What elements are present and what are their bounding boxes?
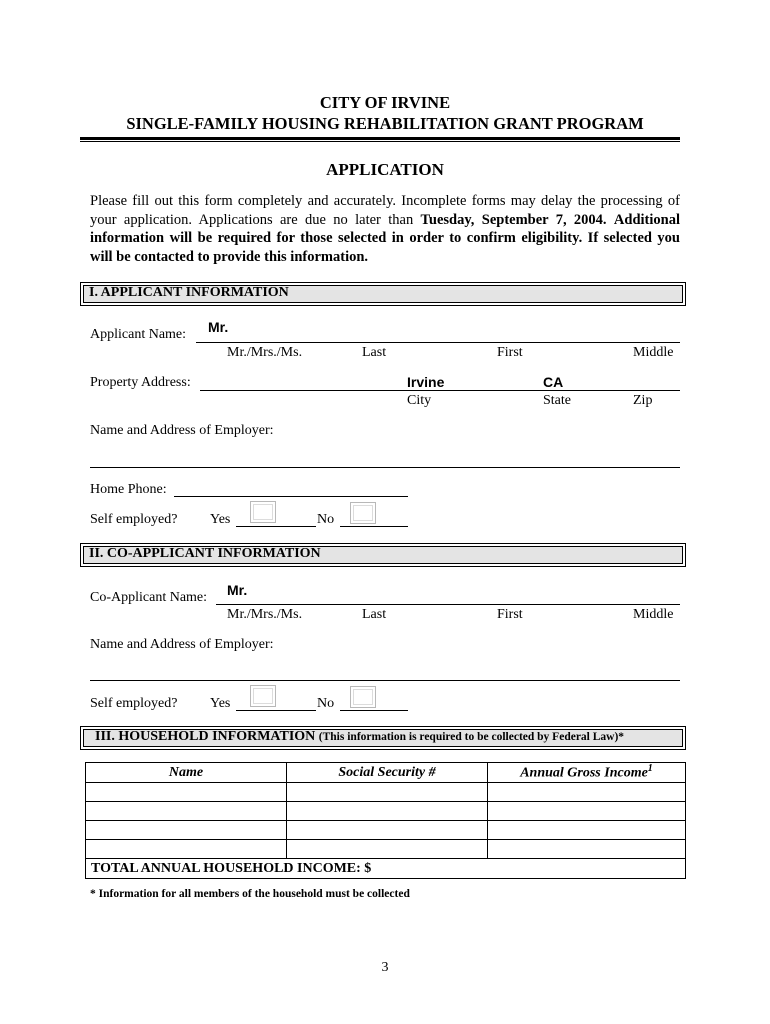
household-income-cell[interactable] <box>488 802 686 821</box>
city-sublabel: City <box>407 393 432 408</box>
salutation-sublabel: Mr./Mrs./Ms. <box>227 345 303 360</box>
home-phone-label: Home Phone: <box>90 482 167 497</box>
household-income-cell[interactable] <box>488 840 686 859</box>
coapplicant-name-field[interactable]: Mr. <box>227 582 248 598</box>
co-no-label: No <box>317 696 335 711</box>
table-row <box>86 840 686 859</box>
due-date: Tuesday, September 7, 2004. <box>420 211 607 228</box>
co-employer-field[interactable] <box>90 680 680 681</box>
intro-text: Please fill out this form completely and accurately. Incomplete forms may delay the processing of your application. Applications are due no later than <box>90 193 680 228</box>
col-income-header <box>488 763 686 783</box>
applicant-name-label: Applicant Name: <box>90 327 187 342</box>
co-self-employed-no-checkbox[interactable] <box>350 686 376 708</box>
section-applicant-title: I. APPLICANT INFORMATION <box>89 285 289 300</box>
self-employed-label: Self employed? <box>90 512 178 527</box>
no-underline <box>340 526 408 527</box>
total-income-label[interactable]: TOTAL ANNUAL HOUSEHOLD INCOME: $ <box>86 859 686 879</box>
co-middle-sublabel: Middle <box>633 607 674 622</box>
household-name-cell[interactable] <box>86 840 287 859</box>
household-name-cell[interactable] <box>86 802 287 821</box>
state-sublabel: State <box>543 393 571 408</box>
household-name-cell[interactable] <box>86 821 287 840</box>
co-yes-underline <box>236 710 316 711</box>
middle-sublabel: Middle <box>633 345 674 360</box>
property-address-underline <box>200 390 680 391</box>
table-row <box>86 802 686 821</box>
coapplicant-name-label: Co-Applicant Name: <box>90 590 208 605</box>
property-city-field[interactable]: Irvine <box>407 374 445 390</box>
city-title: CITY OF IRVINE <box>319 93 451 112</box>
section-coapplicant-title: II. CO-APPLICANT INFORMATION <box>89 546 321 561</box>
last-sublabel: Last <box>362 345 387 360</box>
col-income-label: Annual Gross Income <box>520 765 648 781</box>
co-first-sublabel: First <box>497 607 523 622</box>
household-ssn-cell[interactable] <box>287 783 488 802</box>
application-title: APPLICATION <box>326 160 444 179</box>
employer-field[interactable] <box>90 467 680 468</box>
property-state-field[interactable]: CA <box>543 374 564 390</box>
program-title: SINGLE-FAMILY HOUSING REHABILITATION GRANT PROGRAM <box>126 114 644 133</box>
applicant-name-underline <box>196 342 680 343</box>
co-employer-label: Name and Address of Employer: <box>90 637 274 652</box>
co-self-employed-yes-checkbox[interactable] <box>250 685 276 707</box>
co-no-underline <box>340 710 408 711</box>
col-name-header: Name <box>86 763 287 783</box>
yes-label: Yes <box>210 512 231 527</box>
household-table-header <box>86 763 686 783</box>
intro-paragraph <box>90 192 680 266</box>
household-title-note: (This information is required to be collected by Federal Law)* <box>318 731 625 743</box>
household-ssn-cell[interactable] <box>287 802 488 821</box>
property-address-label: Property Address: <box>90 375 191 390</box>
co-self-employed-label: Self employed? <box>90 696 178 711</box>
household-title-text: III. HOUSEHOLD INFORMATION <box>95 729 316 744</box>
section-applicant-header <box>80 282 686 306</box>
section-household-title <box>95 729 624 745</box>
intro-eligibility-note: Additional information will be required for those selected in order to confirm eligibility. If selected you will be contacted to provide this information. <box>90 211 680 265</box>
no-label: No <box>317 512 335 527</box>
title-divider <box>80 137 680 142</box>
household-ssn-cell[interactable] <box>287 840 488 859</box>
home-phone-field[interactable] <box>174 496 408 497</box>
income-footnote-mark: 1 <box>647 763 653 775</box>
employer-label: Name and Address of Employer: <box>90 423 274 438</box>
yes-underline <box>236 526 316 527</box>
total-income-row <box>86 859 686 879</box>
co-last-sublabel: Last <box>362 607 387 622</box>
first-sublabel: First <box>497 345 523 360</box>
applicant-name-field[interactable]: Mr. <box>208 319 229 335</box>
household-footnote: * Information for all members of the household must be collected <box>90 888 410 900</box>
page-number: 3 <box>381 960 389 975</box>
household-table <box>85 762 686 879</box>
household-name-cell[interactable] <box>86 783 287 802</box>
co-salutation-sublabel: Mr./Mrs./Ms. <box>227 607 303 622</box>
section-household-header <box>80 726 686 750</box>
household-income-cell[interactable] <box>488 783 686 802</box>
coapplicant-name-underline <box>216 604 680 605</box>
household-ssn-cell[interactable] <box>287 821 488 840</box>
col-ssn-header: Social Security # <box>287 763 488 783</box>
self-employed-no-checkbox[interactable] <box>350 502 376 524</box>
household-income-cell[interactable] <box>488 821 686 840</box>
co-yes-label: Yes <box>210 696 231 711</box>
self-employed-yes-checkbox[interactable] <box>250 501 276 523</box>
table-row <box>86 821 686 840</box>
section-coapplicant-header <box>80 543 686 567</box>
table-row <box>86 783 686 802</box>
zip-sublabel: Zip <box>633 393 653 408</box>
